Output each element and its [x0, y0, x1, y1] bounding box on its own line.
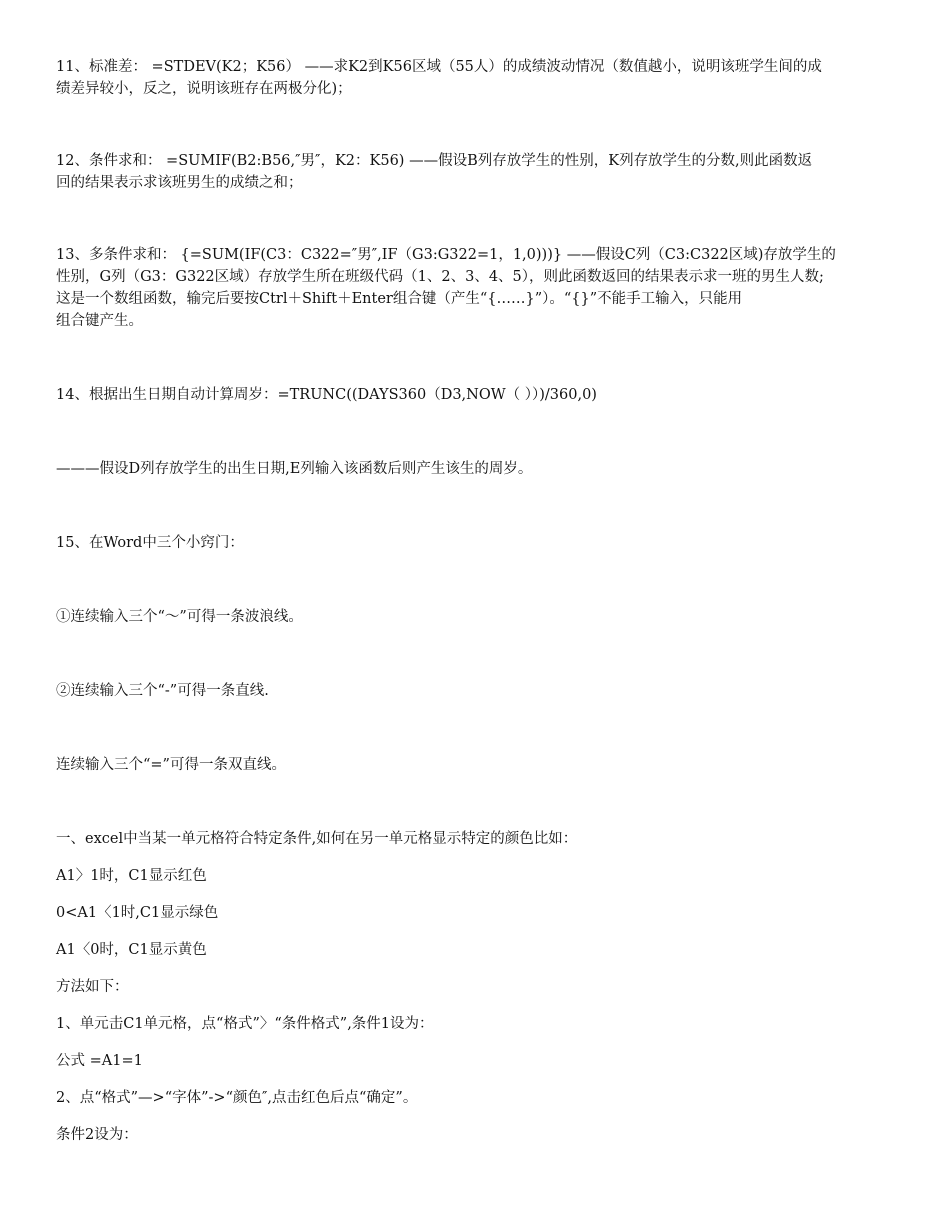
text-line: 11、标准差： =STDEV(K2；K56） ——求K2到K56区域（55人）的成绩波动情况（数值越小，说明该班学生间的成	[56, 59, 822, 75]
condition-green	[56, 902, 896, 924]
paragraph-12-sumif	[56, 150, 896, 194]
text-line: 12、条件求和： =SUMIF(B2:B56,″男″，K2：K56) ——假设B列存放学生的性别，K列存放学生的分数,则此函数返	[56, 153, 813, 169]
tip-straight-line	[56, 680, 896, 702]
text-line: ②连续输入三个“-”可得一条直线.	[56, 683, 269, 699]
text-line: 2、点“格式”—>“字体”->“颜色″,点击红色后点“确定”。	[56, 1090, 418, 1106]
text-line: 性别，G列（G3：G322区域）存放学生所在班级代码（1、2、3、4、5），则此函数返回的结果表示求一班的男生人数;	[56, 269, 824, 285]
tip-double-line	[56, 754, 896, 776]
text-line: 1、单元击C1单元格，点“格式”〉“条件格式”,条件1设为：	[56, 1016, 434, 1032]
text-line: 组合键产生。	[56, 313, 143, 329]
text-line: 连续输入三个“=”可得一条双直线。	[56, 757, 286, 773]
text-line: ①连续输入三个“～”可得一条波浪线。	[56, 609, 303, 625]
text-line: ———假设D列存放学生的出生日期,E列输入该函数后则产生该生的周岁。	[56, 461, 533, 477]
text-line: 方法如下：	[56, 979, 129, 995]
paragraph-14-note	[56, 458, 896, 480]
document-page	[56, 0, 896, 1230]
text-line: 这是一个数组函数，输完后要按Ctrl＋Shift＋Enter组合键（产生“{……}”）。“{}”不能手工输入，只能用	[56, 291, 743, 307]
text-line: 一、excel中当某一单元格符合特定条件,如何在另一单元格显示特定的颜色比如：	[56, 831, 578, 847]
text-line: 13、多条件求和： {=SUM(IF(C3：C322=″男″,IF（G3:G322=1，1,0)))} ——假设C列（C3:C322区域)存放学生的	[56, 247, 836, 263]
formula-1	[56, 1050, 896, 1072]
text-line: 15、在Word中三个小窍门：	[56, 535, 244, 551]
step-2	[56, 1087, 896, 1109]
paragraph-11-stdev	[56, 56, 896, 100]
method-heading	[56, 976, 896, 998]
condition-yellow	[56, 939, 896, 961]
text-line: A1〉1时，C1显示红色	[56, 868, 207, 884]
text-line: 回的结果表示求该班男生的成绩之和；	[56, 175, 303, 191]
text-line: A1〈0时，C1显示黄色	[56, 942, 207, 958]
step-1	[56, 1013, 896, 1035]
paragraph-14-age	[56, 384, 896, 406]
text-line: 14、根据出生日期自动计算周岁：=TRUNC((DAYS360（D3,NOW（ ））)/360,0)	[56, 387, 597, 403]
text-line: 条件2设为：	[56, 1127, 138, 1143]
text-line: 绩差异较小，反之，说明该班存在两极分化)；	[56, 81, 352, 97]
text-line: 公式 =A1=1	[56, 1053, 143, 1069]
condition-red	[56, 865, 896, 887]
paragraph-15-word-tips	[56, 532, 896, 554]
tip-wavy-line	[56, 606, 896, 628]
text-line: 0<A1〈1时,C1显示绿色	[56, 905, 219, 921]
paragraph-13-multi-sum	[56, 244, 896, 332]
excel-section-title	[56, 828, 896, 850]
condition-2-setting	[56, 1124, 896, 1146]
